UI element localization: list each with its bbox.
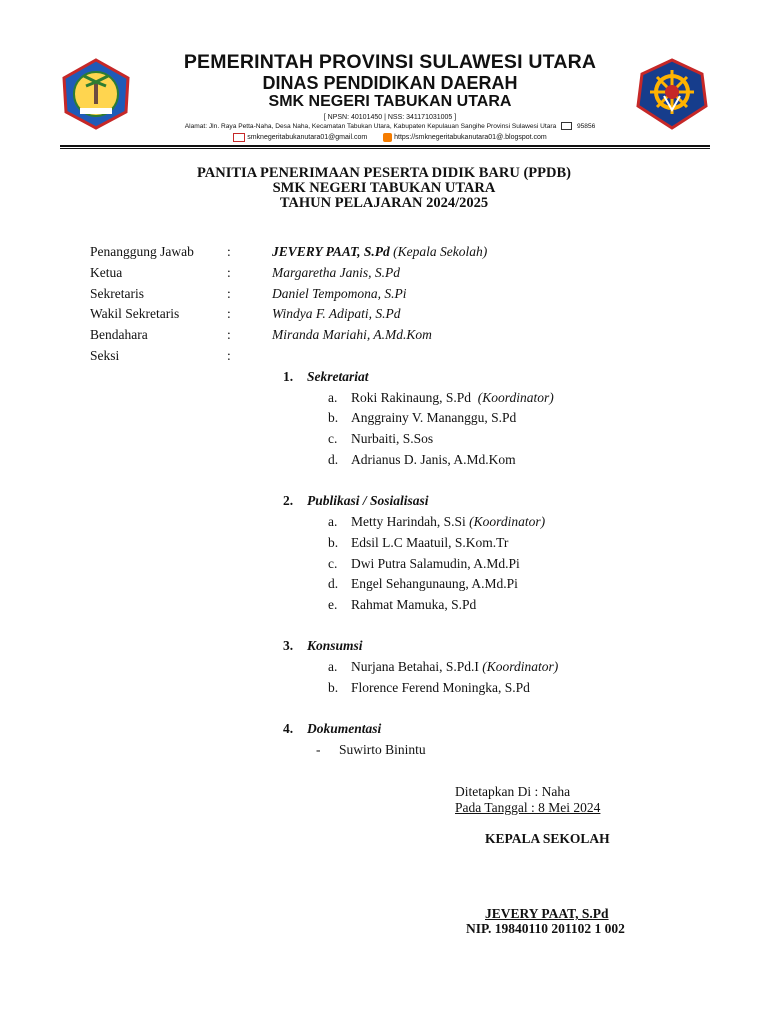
section-number: 3. [283, 638, 294, 653]
member-role: (Koordinator) [477, 390, 554, 405]
list-item [316, 740, 426, 760]
letterhead-rule [60, 145, 710, 147]
list-marker: e. [328, 597, 338, 612]
member-name: Engel Sehangunaung, A.Md.Pi [351, 576, 518, 591]
sign-place: Ditetapkan Di : Naha [455, 784, 571, 799]
blog-url: https://smknegeritabukanutara01@.blogspot.com [394, 134, 547, 141]
committee-colon: : [227, 244, 231, 259]
section-number: 4. [283, 721, 294, 736]
postal-code: 95856 [576, 123, 596, 130]
list-marker: b. [328, 535, 339, 550]
section-name: Publikasi / Sosialisasi [307, 493, 429, 508]
member-name: Dwi Putra Salamudin, A.Md.Pi [351, 556, 520, 571]
section-heading [283, 719, 381, 739]
list-item [328, 429, 433, 449]
committee-name: JEVERY PAAT, S.Pd [272, 244, 390, 259]
list-marker: d. [328, 452, 339, 467]
list-item [328, 554, 520, 574]
list-item [328, 678, 530, 698]
list-item [328, 512, 545, 532]
school-emblem-icon [636, 58, 708, 130]
list-marker: c. [328, 431, 338, 446]
section-name: Dokumentasi [307, 721, 382, 736]
list-item [328, 408, 516, 428]
member-name: Nurjana Betahai, S.Pd.I [351, 659, 479, 674]
list-item [328, 450, 516, 470]
committee-colon: : [227, 306, 231, 321]
member-name: Roki Rakinaung, S.Pd [351, 390, 472, 405]
section-name: Konsumsi [307, 638, 363, 653]
member-name: Edsil L.C Maatuil, S.Kom.Tr [351, 535, 509, 550]
committee-label: Wakil Sekretaris [90, 306, 180, 321]
committee-colon: : [227, 286, 231, 301]
list-marker: a. [328, 659, 338, 674]
committee-colon: : [227, 348, 231, 363]
committee-value [272, 242, 487, 262]
list-item [328, 388, 554, 408]
address-text: Alamat: Jln. Raya Petta-Naha, Desa Naha, Kecamatan Tabukan Utara, Kabupaten Kepulauan Sangihe Provinsi Sulawesi Utara [184, 123, 557, 130]
letterhead [60, 50, 710, 142]
gmail-icon [233, 133, 245, 142]
school-name: SMK NEGERI TABUKAN UTARA [268, 93, 512, 110]
letterhead-rule-thin [60, 148, 710, 149]
list-marker: a. [328, 514, 338, 529]
signer-position: KEPALA SEKOLAH [485, 831, 610, 846]
section-heading [283, 367, 369, 387]
letterhead-text [150, 52, 630, 144]
list-marker: - [316, 742, 321, 757]
member-name: Rahmat Mamuka, S.Pd [351, 597, 477, 612]
section-number: 2. [283, 493, 294, 508]
list-marker: b. [328, 410, 339, 425]
member-role: (Koordinator) [482, 659, 559, 674]
list-item [328, 533, 508, 553]
committee-label: Ketua [90, 265, 123, 280]
list-marker: c. [328, 556, 338, 571]
section-heading [283, 636, 363, 656]
list-marker: d. [328, 576, 339, 591]
section-name: Sekretariat [307, 369, 369, 384]
government-name: PEMERINTAH PROVINSI SULAWESI UTARA [183, 51, 597, 73]
committee-note: (Kepala Sekolah) [393, 244, 488, 259]
list-item [328, 657, 558, 677]
committee-colon: : [227, 265, 231, 280]
committee-label: Seksi [90, 348, 120, 363]
committee-label: Penanggung Jawab [90, 244, 194, 259]
school-id: [ NPSN: 40101450 | NSS: 341171031005 ] [323, 114, 457, 121]
member-role: (Koordinator) [469, 514, 546, 529]
sign-date: Pada Tanggal : 8 Mei 2024 [455, 800, 601, 815]
list-marker: a. [328, 390, 338, 405]
member-name: Adrianus D. Janis, A.Md.Kom [351, 452, 516, 467]
list-marker: b. [328, 680, 339, 695]
member-name: Florence Ferend Moningka, S.Pd [351, 680, 530, 695]
committee-name: Daniel Tempomona, S.Pi [272, 286, 407, 301]
title-line-1: PANITIA PENERIMAAN PESERTA DIDIK BARU (PPDB) [197, 165, 571, 181]
list-item [328, 595, 476, 615]
document-title [0, 166, 768, 211]
blogger-icon [383, 133, 392, 142]
committee-label: Bendahara [90, 327, 148, 342]
section-number: 1. [283, 369, 294, 384]
member-name: Metty Harindah, S.Si [351, 514, 466, 529]
committee-label: Sekretaris [90, 286, 144, 301]
committee-colon: : [227, 327, 231, 342]
signer-name: JEVERY PAAT, S.Pd [485, 906, 609, 921]
signer-nip: NIP. 19840110 201102 1 002 [466, 921, 625, 936]
title-line-3: TAHUN PELAJARAN 2024/2025 [279, 195, 489, 211]
committee-name: Margaretha Janis, S.Pd [272, 265, 400, 280]
title-line-2: SMK NEGERI TABUKAN UTARA [272, 180, 496, 196]
province-emblem-icon [60, 58, 132, 130]
committee-name: Windya F. Adipati, S.Pd [272, 306, 401, 321]
member-name: Anggrainy V. Mananggu, S.Pd [351, 410, 517, 425]
school-contacts [150, 132, 630, 144]
member-name: Suwirto Binintu [339, 742, 426, 757]
agency-name: DINAS PENDIDIKAN DAERAH [262, 73, 518, 93]
section-heading [283, 491, 429, 511]
email-address: smknegeritabukanutara01@gmail.com [247, 134, 368, 141]
school-address [150, 122, 630, 131]
committee-name: Miranda Mariahi, A.Md.Kom [272, 327, 432, 342]
list-item [328, 574, 518, 594]
member-name: Nurbaiti, S.Sos [351, 431, 434, 446]
envelope-icon [561, 122, 572, 130]
